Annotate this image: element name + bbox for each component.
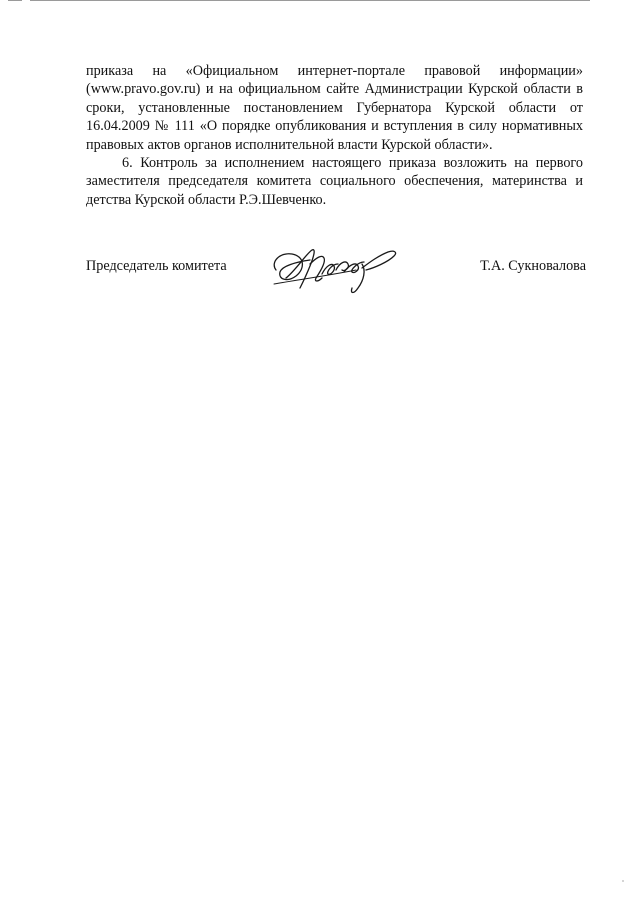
paragraph-control-clause: 6. Контроль за исполнением настоящего приказа возложить на первого заместителя председателя комитета социального обеспечения, материнства и детства Курской области Р.Э.Шевченко. xyxy=(86,155,583,208)
top-edge-mark xyxy=(8,0,22,1)
signer-position: Председатель комитета xyxy=(86,258,227,274)
paragraph-publication: приказа на «Официальном интернет-портале правовой информации» (www.pravo.gov.ru) и на официальном сайте Администрации Курской области в сроки, установленные постановлением Губернатора Курской области от 16.04.2009 № 111 «О порядке опубликования и вступления в силу нормативных правовых актов органов исполнительной власти Курской области». xyxy=(86,63,583,153)
document-body xyxy=(86,62,583,209)
scan-speck xyxy=(622,880,624,882)
signer-name: Т.А. Сукновалова xyxy=(480,258,586,274)
handwritten-signature xyxy=(266,240,406,298)
signature-block xyxy=(86,240,586,300)
top-border-line xyxy=(30,0,590,1)
